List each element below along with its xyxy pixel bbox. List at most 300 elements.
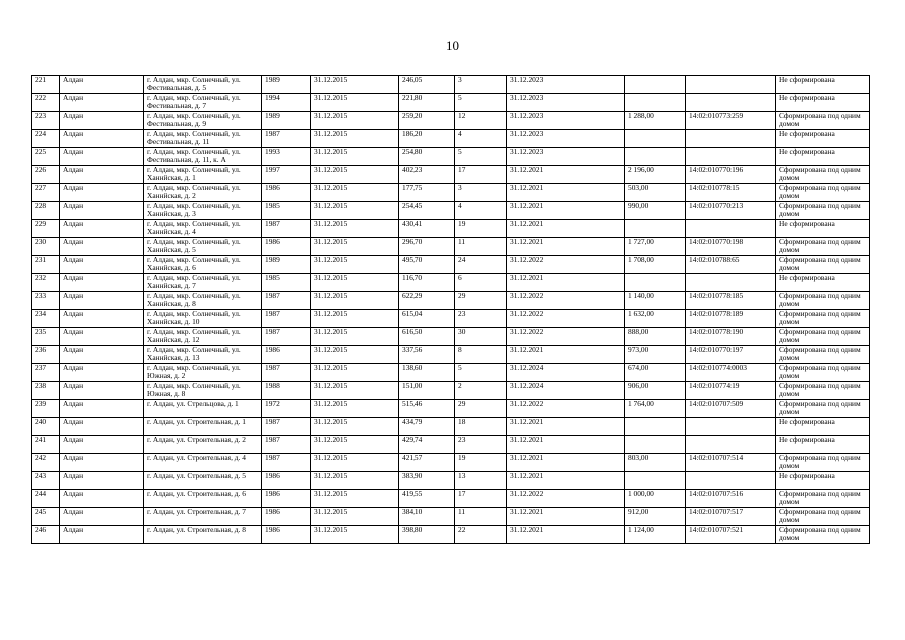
- cell-year-built: 1987: [262, 436, 311, 454]
- cell-cadastral-number: [686, 418, 776, 436]
- table-row: [32, 274, 870, 292]
- cell-area: 383,90: [399, 472, 455, 490]
- cell-plan-date: 31.12.2021: [507, 508, 625, 526]
- cell-plan-date: 31.12.2022: [507, 490, 625, 508]
- cell-area: 186,20: [399, 130, 455, 148]
- cell-area: 296,70: [399, 238, 455, 256]
- cell-survey-date: 31.12.2015: [311, 256, 399, 274]
- cell-residents: 18: [455, 418, 507, 436]
- cell-row-number: 228: [32, 202, 60, 220]
- cell-land-area: [625, 274, 686, 292]
- cell-cadastral-number: [686, 436, 776, 454]
- cell-address: г. Алдан, мкр. Солнечный, ул. Ханнйская, д. 10: [144, 310, 262, 328]
- cell-address: г. Алдан, мкр. Солнечный, ул. Ханнйская, д. 1: [144, 166, 262, 184]
- cell-plan-date: 31.12.2021: [507, 220, 625, 238]
- cell-row-number: 240: [32, 418, 60, 436]
- cell-plan-date: 31.12.2021: [507, 472, 625, 490]
- cell-residents: 8: [455, 346, 507, 364]
- cell-area: 116,70: [399, 274, 455, 292]
- cell-survey-date: 31.12.2015: [311, 472, 399, 490]
- cell-land-area: [625, 76, 686, 94]
- cell-city: Алдан: [60, 94, 144, 112]
- cell-residents: 19: [455, 454, 507, 472]
- cell-city: Алдан: [60, 76, 144, 94]
- cell-row-number: 243: [32, 472, 60, 490]
- cell-row-number: 222: [32, 94, 60, 112]
- cell-address: г. Алдан, ул. Стрельцова, д. 1: [144, 400, 262, 418]
- cell-row-number: 221: [32, 76, 60, 94]
- cell-address: г. Алдан, мкр. Солнечный, ул. Южная, д. 8: [144, 382, 262, 400]
- cell-cadastral-number: 14:02:010707:517: [686, 508, 776, 526]
- cell-row-number: 232: [32, 274, 60, 292]
- cell-cadastral-number: [686, 76, 776, 94]
- cell-land-status: Сформирована под одним домом: [776, 508, 870, 526]
- cell-address: г. Алдан, мкр. Солнечный, ул. Ханнйская, д. 8: [144, 292, 262, 310]
- cell-survey-date: 31.12.2015: [311, 454, 399, 472]
- cell-address: г. Алдан, мкр. Солнечный, ул. Южная, д. 2: [144, 364, 262, 382]
- cell-plan-date: 31.12.2024: [507, 382, 625, 400]
- cell-row-number: 233: [32, 292, 60, 310]
- cell-land-area: 912,00: [625, 508, 686, 526]
- cell-land-status: Сформирована под одним домом: [776, 382, 870, 400]
- cell-land-status: Сформирована под одним домом: [776, 292, 870, 310]
- cell-plan-date: 31.12.2022: [507, 310, 625, 328]
- cell-survey-date: 31.12.2015: [311, 310, 399, 328]
- cell-residents: 29: [455, 400, 507, 418]
- cell-residents: 17: [455, 166, 507, 184]
- cell-cadastral-number: 14:02:010773:259: [686, 112, 776, 130]
- cell-land-area: 803,00: [625, 454, 686, 472]
- cell-cadastral-number: 14:02:010707:514: [686, 454, 776, 472]
- table-row: [32, 472, 870, 490]
- cell-survey-date: 31.12.2015: [311, 400, 399, 418]
- cell-land-status: Сформирована под одним домом: [776, 454, 870, 472]
- cell-land-status: Сформирована под одним домом: [776, 364, 870, 382]
- cell-row-number: 237: [32, 364, 60, 382]
- cell-address: г. Алдан, ул. Строительная, д. 5: [144, 472, 262, 490]
- cell-cadastral-number: 14:02:010707:516: [686, 490, 776, 508]
- cell-land-status: Сформирована под одним домом: [776, 238, 870, 256]
- cell-city: Алдан: [60, 490, 144, 508]
- cell-year-built: 1987: [262, 292, 311, 310]
- cell-survey-date: 31.12.2015: [311, 328, 399, 346]
- cell-land-area: 2 196,00: [625, 166, 686, 184]
- cell-year-built: 1986: [262, 346, 311, 364]
- cell-city: Алдан: [60, 148, 144, 166]
- cell-land-area: 973,00: [625, 346, 686, 364]
- cell-survey-date: 31.12.2015: [311, 112, 399, 130]
- cell-survey-date: 31.12.2015: [311, 184, 399, 202]
- cell-land-status: Не сформирована: [776, 418, 870, 436]
- cell-plan-date: 31.12.2021: [507, 238, 625, 256]
- cell-year-built: 1987: [262, 310, 311, 328]
- cell-area: 429,74: [399, 436, 455, 454]
- cell-year-built: 1997: [262, 166, 311, 184]
- cell-land-area: [625, 472, 686, 490]
- cell-land-area: 1 708,00: [625, 256, 686, 274]
- table-row: [32, 526, 870, 544]
- cell-land-status: Сформирована под одним домом: [776, 112, 870, 130]
- cell-city: Алдан: [60, 346, 144, 364]
- cell-land-area: 1 140,00: [625, 292, 686, 310]
- cell-residents: 4: [455, 130, 507, 148]
- cell-residents: 11: [455, 238, 507, 256]
- cell-plan-date: 31.12.2021: [507, 454, 625, 472]
- cell-cadastral-number: 14:02:010774:0003: [686, 364, 776, 382]
- cell-year-built: 1988: [262, 382, 311, 400]
- cell-land-status: Сформирована под одним домом: [776, 256, 870, 274]
- cell-area: 434,79: [399, 418, 455, 436]
- cell-area: 138,60: [399, 364, 455, 382]
- cell-area: 254,45: [399, 202, 455, 220]
- table-row: [32, 364, 870, 382]
- cell-land-status: Сформирована под одним домом: [776, 328, 870, 346]
- cell-survey-date: 31.12.2015: [311, 508, 399, 526]
- cell-land-area: 674,00: [625, 364, 686, 382]
- cell-city: Алдан: [60, 202, 144, 220]
- table-row: [32, 310, 870, 328]
- cell-year-built: 1987: [262, 130, 311, 148]
- table-row: [32, 490, 870, 508]
- cell-land-status: Сформирована под одним домом: [776, 346, 870, 364]
- cell-address: г. Алдан, ул. Строительная, д. 8: [144, 526, 262, 544]
- cell-cadastral-number: [686, 220, 776, 238]
- cell-area: 384,10: [399, 508, 455, 526]
- cell-city: Алдан: [60, 238, 144, 256]
- cell-land-area: 906,00: [625, 382, 686, 400]
- cell-area: 254,80: [399, 148, 455, 166]
- cell-address: г. Алдан, мкр. Солнечный, ул. Ханнйская, д. 2: [144, 184, 262, 202]
- cell-cadastral-number: [686, 472, 776, 490]
- cell-city: Алдан: [60, 256, 144, 274]
- cell-land-area: [625, 148, 686, 166]
- cell-land-area: 888,00: [625, 328, 686, 346]
- cell-residents: 23: [455, 310, 507, 328]
- cell-land-status: Не сформирована: [776, 94, 870, 112]
- cell-plan-date: 31.12.2021: [507, 346, 625, 364]
- cell-land-status: Сформирована под одним домом: [776, 166, 870, 184]
- cell-city: Алдан: [60, 436, 144, 454]
- cell-land-status: Не сформирована: [776, 130, 870, 148]
- cell-cadastral-number: [686, 94, 776, 112]
- cell-year-built: 1972: [262, 400, 311, 418]
- table-row: [32, 256, 870, 274]
- cell-area: 622,29: [399, 292, 455, 310]
- table-row: [32, 130, 870, 148]
- cell-plan-date: 31.12.2021: [507, 274, 625, 292]
- cell-land-area: [625, 220, 686, 238]
- cell-land-status: Сформирована под одним домом: [776, 184, 870, 202]
- cell-address: г. Алдан, мкр. Солнечный, ул. Ханнйская, д. 7: [144, 274, 262, 292]
- cell-address: г. Алдан, мкр. Солнечный, ул. Ханнйская, д. 12: [144, 328, 262, 346]
- cell-address: г. Алдан, мкр. Солнечный, ул. Фестивальная, д. 11: [144, 130, 262, 148]
- cell-land-status: Не сформирована: [776, 472, 870, 490]
- cell-city: Алдан: [60, 364, 144, 382]
- cell-cadastral-number: 14:02:010778:190: [686, 328, 776, 346]
- cell-area: 402,23: [399, 166, 455, 184]
- cell-city: Алдан: [60, 400, 144, 418]
- cell-city: Алдан: [60, 382, 144, 400]
- cell-city: Алдан: [60, 454, 144, 472]
- cell-residents: 24: [455, 256, 507, 274]
- cell-cadastral-number: 14:02:010788:65: [686, 256, 776, 274]
- cell-survey-date: 31.12.2015: [311, 364, 399, 382]
- cell-address: г. Алдан, ул. Строительная, д. 2: [144, 436, 262, 454]
- cell-row-number: 246: [32, 526, 60, 544]
- cell-row-number: 224: [32, 130, 60, 148]
- cell-survey-date: 31.12.2015: [311, 148, 399, 166]
- table-row: [32, 418, 870, 436]
- table-row: [32, 328, 870, 346]
- cell-plan-date: 31.12.2022: [507, 400, 625, 418]
- cell-city: Алдан: [60, 220, 144, 238]
- cell-cadastral-number: [686, 274, 776, 292]
- cell-residents: 3: [455, 76, 507, 94]
- cell-year-built: 1987: [262, 454, 311, 472]
- cell-address: г. Алдан, мкр. Солнечный, ул. Ханнйская, д. 13: [144, 346, 262, 364]
- cell-plan-date: 31.12.2022: [507, 292, 625, 310]
- cell-cadastral-number: 14:02:010770:196: [686, 166, 776, 184]
- cell-plan-date: 31.12.2023: [507, 112, 625, 130]
- cell-plan-date: 31.12.2021: [507, 166, 625, 184]
- cell-land-status: Не сформирована: [776, 436, 870, 454]
- cell-year-built: 1993: [262, 148, 311, 166]
- cell-area: 221,80: [399, 94, 455, 112]
- cell-land-area: 1 632,00: [625, 310, 686, 328]
- cell-address: г. Алдан, ул. Строительная, д. 6: [144, 490, 262, 508]
- cell-cadastral-number: [686, 130, 776, 148]
- cell-survey-date: 31.12.2015: [311, 418, 399, 436]
- table-row: [32, 292, 870, 310]
- cell-cadastral-number: 14:02:010778:189: [686, 310, 776, 328]
- cell-city: Алдан: [60, 418, 144, 436]
- cell-row-number: 242: [32, 454, 60, 472]
- cell-residents: 22: [455, 526, 507, 544]
- cell-survey-date: 31.12.2015: [311, 166, 399, 184]
- table-row: [32, 436, 870, 454]
- cell-residents: 5: [455, 364, 507, 382]
- cell-residents: 12: [455, 112, 507, 130]
- cell-city: Алдан: [60, 112, 144, 130]
- cell-residents: 29: [455, 292, 507, 310]
- housing-registry-table: [31, 75, 870, 544]
- table-row: [32, 202, 870, 220]
- cell-land-status: Не сформирована: [776, 274, 870, 292]
- cell-address: г. Алдан, мкр. Солнечный, ул. Фестивальная, д. 5: [144, 76, 262, 94]
- table-row: [32, 346, 870, 364]
- cell-land-area: 1 124,00: [625, 526, 686, 544]
- cell-land-status: Сформирована под одним домом: [776, 400, 870, 418]
- cell-area: 421,57: [399, 454, 455, 472]
- cell-plan-date: 31.12.2021: [507, 436, 625, 454]
- cell-row-number: 234: [32, 310, 60, 328]
- cell-address: г. Алдан, ул. Строительная, д. 4: [144, 454, 262, 472]
- cell-row-number: 227: [32, 184, 60, 202]
- cell-land-area: 503,00: [625, 184, 686, 202]
- cell-survey-date: 31.12.2015: [311, 526, 399, 544]
- cell-year-built: 1989: [262, 112, 311, 130]
- cell-year-built: 1986: [262, 526, 311, 544]
- cell-area: 177,75: [399, 184, 455, 202]
- cell-area: 337,56: [399, 346, 455, 364]
- cell-land-status: Сформирована под одним домом: [776, 526, 870, 544]
- cell-land-area: 990,00: [625, 202, 686, 220]
- cell-survey-date: 31.12.2015: [311, 292, 399, 310]
- cell-survey-date: 31.12.2015: [311, 382, 399, 400]
- cell-area: 515,46: [399, 400, 455, 418]
- cell-row-number: 230: [32, 238, 60, 256]
- cell-land-area: [625, 130, 686, 148]
- cell-land-status: Сформирована под одним домом: [776, 310, 870, 328]
- cell-plan-date: 31.12.2022: [507, 256, 625, 274]
- cell-area: 616,50: [399, 328, 455, 346]
- cell-cadastral-number: 14:02:010778:15: [686, 184, 776, 202]
- cell-row-number: 225: [32, 148, 60, 166]
- cell-cadastral-number: 14:02:010707:521: [686, 526, 776, 544]
- cell-year-built: 1986: [262, 490, 311, 508]
- cell-cadastral-number: 14:02:010770:213: [686, 202, 776, 220]
- cell-address: г. Алдан, ул. Строительная, д. 7: [144, 508, 262, 526]
- cell-cadastral-number: 14:02:010770:198: [686, 238, 776, 256]
- cell-area: 259,20: [399, 112, 455, 130]
- cell-land-status: Сформирована под одним домом: [776, 202, 870, 220]
- cell-year-built: 1985: [262, 202, 311, 220]
- cell-survey-date: 31.12.2015: [311, 346, 399, 364]
- table-row: [32, 112, 870, 130]
- cell-plan-date: 31.12.2022: [507, 328, 625, 346]
- cell-survey-date: 31.12.2015: [311, 220, 399, 238]
- cell-row-number: 245: [32, 508, 60, 526]
- cell-row-number: 231: [32, 256, 60, 274]
- cell-row-number: 223: [32, 112, 60, 130]
- table-row: [32, 454, 870, 472]
- cell-year-built: 1987: [262, 220, 311, 238]
- cell-survey-date: 31.12.2015: [311, 436, 399, 454]
- cell-area: 430,41: [399, 220, 455, 238]
- cell-row-number: 238: [32, 382, 60, 400]
- cell-plan-date: 31.12.2023: [507, 94, 625, 112]
- cell-area: 419,55: [399, 490, 455, 508]
- cell-area: 151,00: [399, 382, 455, 400]
- cell-year-built: 1987: [262, 418, 311, 436]
- cell-residents: 2: [455, 382, 507, 400]
- cell-plan-date: 31.12.2023: [507, 148, 625, 166]
- cell-residents: 5: [455, 148, 507, 166]
- cell-residents: 11: [455, 508, 507, 526]
- cell-land-area: 1 764,00: [625, 400, 686, 418]
- cell-year-built: 1994: [262, 94, 311, 112]
- cell-city: Алдан: [60, 292, 144, 310]
- cell-city: Алдан: [60, 508, 144, 526]
- cell-row-number: 229: [32, 220, 60, 238]
- cell-row-number: 239: [32, 400, 60, 418]
- cell-survey-date: 31.12.2015: [311, 490, 399, 508]
- cell-cadastral-number: 14:02:010774:19: [686, 382, 776, 400]
- cell-year-built: 1989: [262, 76, 311, 94]
- cell-land-area: [625, 418, 686, 436]
- table-row: [32, 508, 870, 526]
- cell-city: Алдан: [60, 472, 144, 490]
- cell-survey-date: 31.12.2015: [311, 76, 399, 94]
- page-number: 10: [446, 38, 459, 53]
- table-row: [32, 400, 870, 418]
- cell-plan-date: 31.12.2021: [507, 184, 625, 202]
- cell-row-number: 241: [32, 436, 60, 454]
- cell-area: 246,05: [399, 76, 455, 94]
- cell-plan-date: 31.12.2023: [507, 76, 625, 94]
- cell-area: 495,70: [399, 256, 455, 274]
- cell-survey-date: 31.12.2015: [311, 94, 399, 112]
- cell-address: г. Алдан, мкр. Солнечный, ул. Фестивальная, д. 9: [144, 112, 262, 130]
- cell-city: Алдан: [60, 310, 144, 328]
- cell-plan-date: 31.12.2021: [507, 418, 625, 436]
- cell-residents: 19: [455, 220, 507, 238]
- cell-residents: 30: [455, 328, 507, 346]
- table-row: [32, 166, 870, 184]
- cell-plan-date: 31.12.2021: [507, 202, 625, 220]
- cell-year-built: 1985: [262, 274, 311, 292]
- table-row: [32, 184, 870, 202]
- cell-city: Алдан: [60, 184, 144, 202]
- cell-land-area: 1 727,00: [625, 238, 686, 256]
- cell-survey-date: 31.12.2015: [311, 130, 399, 148]
- cell-address: г. Алдан, мкр. Солнечный, ул. Ханнйская, д. 3: [144, 202, 262, 220]
- table-body: [32, 76, 870, 544]
- cell-residents: 23: [455, 436, 507, 454]
- cell-plan-date: 31.12.2024: [507, 364, 625, 382]
- cell-cadastral-number: 14:02:010778:185: [686, 292, 776, 310]
- cell-survey-date: 31.12.2015: [311, 274, 399, 292]
- cell-year-built: 1987: [262, 364, 311, 382]
- cell-row-number: 244: [32, 490, 60, 508]
- table-row: [32, 382, 870, 400]
- table-row: [32, 94, 870, 112]
- cell-row-number: 226: [32, 166, 60, 184]
- cell-city: Алдан: [60, 166, 144, 184]
- cell-year-built: 1986: [262, 238, 311, 256]
- cell-address: г. Алдан, мкр. Солнечный, ул. Фестивальная, д. 11, к. А: [144, 148, 262, 166]
- cell-address: г. Алдан, мкр. Солнечный, ул. Фестивальная, д. 7: [144, 94, 262, 112]
- cell-land-status: Не сформирована: [776, 220, 870, 238]
- table-row: [32, 148, 870, 166]
- cell-plan-date: 31.12.2021: [507, 526, 625, 544]
- cell-survey-date: 31.12.2015: [311, 202, 399, 220]
- cell-residents: 17: [455, 490, 507, 508]
- cell-land-area: 1 000,00: [625, 490, 686, 508]
- cell-cadastral-number: 14:02:010770:197: [686, 346, 776, 364]
- cell-area: 615,04: [399, 310, 455, 328]
- cell-year-built: 1986: [262, 508, 311, 526]
- cell-land-area: [625, 436, 686, 454]
- cell-plan-date: 31.12.2023: [507, 130, 625, 148]
- cell-area: 398,80: [399, 526, 455, 544]
- cell-land-status: Не сформирована: [776, 148, 870, 166]
- cell-city: Алдан: [60, 328, 144, 346]
- cell-address: г. Алдан, мкр. Солнечный, ул. Ханнйская, д. 6: [144, 256, 262, 274]
- cell-city: Алдан: [60, 130, 144, 148]
- cell-land-area: 1 288,00: [625, 112, 686, 130]
- cell-year-built: 1987: [262, 328, 311, 346]
- cell-address: г. Алдан, ул. Строительная, д. 1: [144, 418, 262, 436]
- cell-survey-date: 31.12.2015: [311, 238, 399, 256]
- cell-land-area: [625, 94, 686, 112]
- cell-land-status: Не сформирована: [776, 76, 870, 94]
- cell-year-built: 1986: [262, 184, 311, 202]
- cell-residents: 13: [455, 472, 507, 490]
- cell-address: г. Алдан, мкр. Солнечный, ул. Ханнйская, д. 4: [144, 220, 262, 238]
- cell-year-built: 1989: [262, 256, 311, 274]
- cell-residents: 6: [455, 274, 507, 292]
